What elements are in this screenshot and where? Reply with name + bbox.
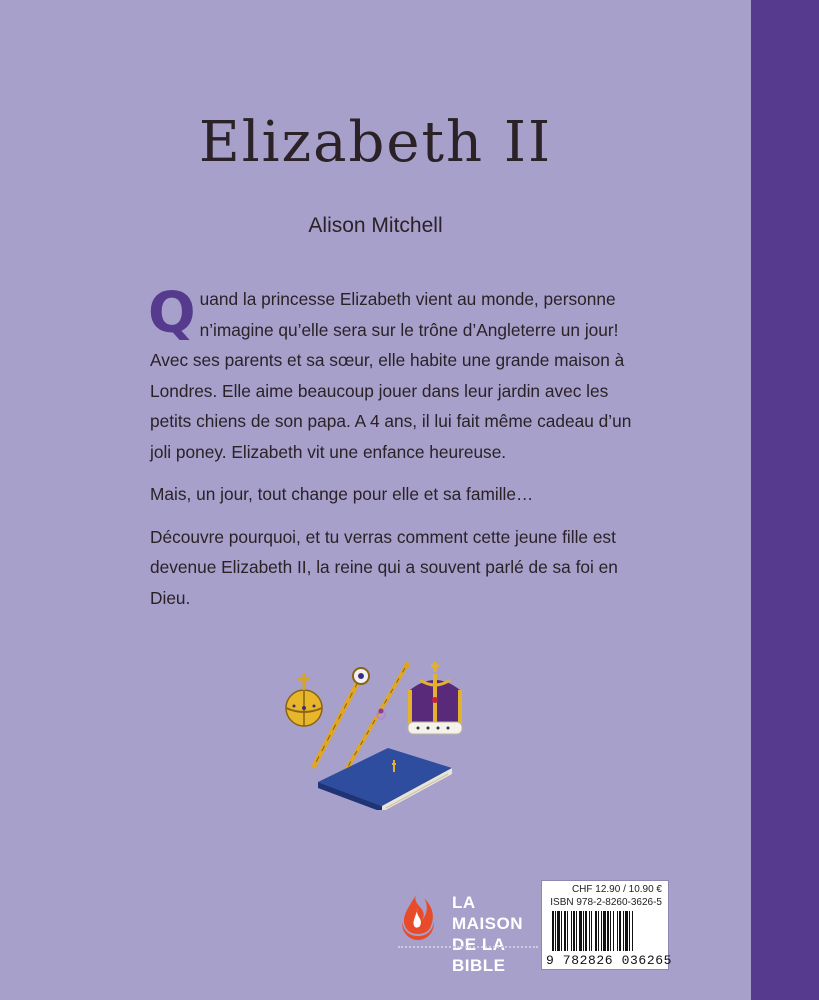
publisher-name-line-2: DE LA BIBLE: [452, 935, 506, 975]
publisher-name-line-1: LA MAISON: [452, 893, 523, 933]
flame-logo-icon: [398, 890, 438, 942]
royal-regalia-illustration: [270, 660, 470, 810]
barcode-bar: [598, 911, 599, 951]
barcode-bar: [629, 911, 630, 951]
barcode-label: [541, 880, 673, 970]
barcode-bar: [632, 911, 633, 951]
price-label: CHF 12.90 / 10.90 €: [571, 884, 662, 895]
bible-icon: [318, 748, 452, 810]
barcode-bar: [617, 911, 618, 951]
book-spine: [751, 0, 819, 1000]
barcode-bar: [579, 911, 582, 951]
barcode-bar: [561, 911, 562, 951]
orb-icon: [286, 674, 322, 726]
barcode-bar: [555, 911, 556, 951]
barcode-bar: [603, 911, 606, 951]
drop-cap: Q: [148, 281, 196, 346]
barcode-bar: [591, 911, 592, 951]
crown-icon: [408, 662, 462, 734]
barcode-bar: [573, 911, 575, 951]
barcode-bar: [567, 911, 568, 951]
isbn-label: ISBN 978-2-8260-3626-5: [550, 897, 662, 908]
blurb-paragraph-2: Mais, un jour, tout change pour elle et sa famille…: [150, 484, 534, 504]
barcode-bar: [576, 911, 577, 951]
barcode-bar: [625, 911, 628, 951]
blurb-paragraph-1-text: uand la princesse Elizabeth vient au monde, personne n’imagine qu’elle sera sur le trône d’Angleterre un jour! Avec ses parents et sa sœur, elle habite une grande maison à Londres. Elle aime beaucoup jouer dans leur jardin avec les petits chiens de son papa. A 4 ans, il lui fait même cadeau d’un joli poney. Elizabeth vit une enfance heureuse.: [150, 289, 632, 462]
publisher-logo: [398, 886, 548, 975]
blurb-paragraph-1: [148, 281, 635, 467]
publisher-tagline-dots: [398, 946, 538, 950]
barcode-bar: [552, 911, 554, 951]
barcode-bar: [571, 911, 572, 951]
ean-number: 9 782826 036265: [546, 953, 673, 968]
barcode-bar: [557, 911, 560, 951]
barcode-bar: [619, 911, 621, 951]
author-name: Alison Mitchell: [308, 214, 443, 237]
barcode-bar: [610, 911, 611, 951]
scepter-icon: [314, 668, 369, 766]
barcode-bar: [595, 911, 597, 951]
barcode-bar: [601, 911, 602, 951]
barcode-bar: [564, 911, 566, 951]
barcode-bar: [585, 911, 587, 951]
book-title: Elizabeth II: [198, 110, 553, 175]
barcode-bar: [623, 911, 624, 951]
blurb-paragraph-3: Découvre pourquoi, et tu verras comment cette jeune fille est devenue Elizabeth II, la reine qui a souvent parlé de sa foi en Dieu.: [150, 526, 618, 608]
barcode-bar: [607, 911, 609, 951]
blurb: [148, 281, 635, 625]
publisher-name: [452, 892, 548, 976]
barcode-bar: [589, 911, 590, 951]
barcode-bar: [613, 911, 614, 951]
barcode-bar: [583, 911, 584, 951]
barcode-bars: [552, 911, 658, 951]
ring-icon: [377, 709, 385, 720]
